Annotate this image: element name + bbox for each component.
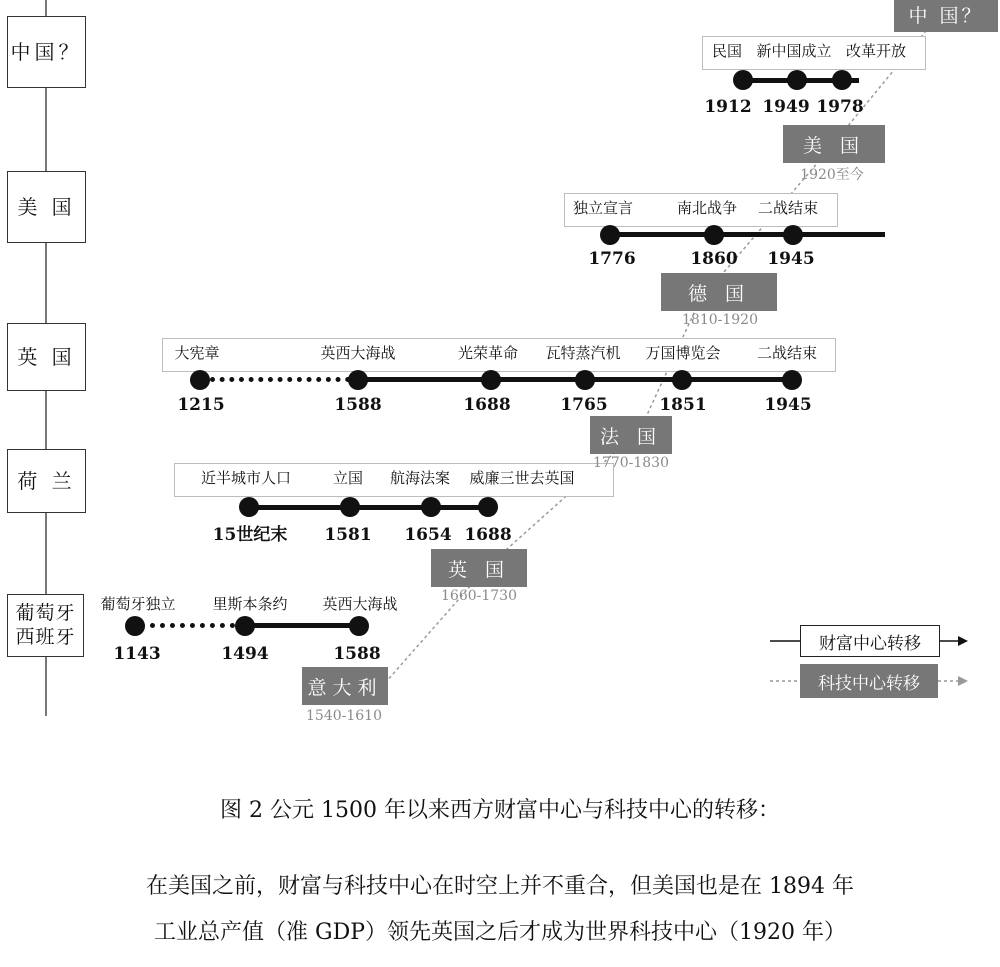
netherlands-event-year: 1581 [324,525,372,545]
china-event-year: 1978 [816,97,864,117]
uk-event-label: 二战结束 [756,344,818,362]
netherlands-event-label: 航海法案 [389,469,451,487]
figure-caption-line1: 在美国之前，财富与科技中心在时空上并不重合，但美国也是在 1894 年 [146,874,854,899]
uk-event-year: 1851 [659,395,707,415]
usa-event-year: 1776 [588,249,636,269]
uk-event-label: 大宪章 [174,344,220,362]
uk-event-label: 瓦特蒸汽机 [545,344,621,362]
china-event-label: 新中国成立 [756,42,832,60]
uk-event-year: 1765 [560,395,608,415]
tech-center-range: 1810-1920 [682,312,758,328]
uk-event-label: 万国博览会 [645,344,721,362]
netherlands-event-label: 近半城市人口 [200,469,292,487]
netherlands-event-label: 威廉三世去英国 [469,469,575,487]
netherlands-event-year: 15世纪末 [212,525,288,545]
china-event-label: 改革开放 [845,42,907,60]
uk-event-label: 光荣革命 [457,344,519,362]
iberia-event-year: 1143 [113,644,161,664]
usa-event-label: 独立宣言 [572,199,634,217]
usa-event-year: 1945 [767,249,815,269]
tech-center-usa: 美 国 [783,125,885,163]
usa-event-year: 1860 [690,249,738,269]
usa-event-label: 二战结束 [757,199,819,217]
tech-center-range: 1540-1610 [306,708,382,724]
uk-event-year: 1945 [764,395,812,415]
iberia-event-year: 1494 [221,644,269,664]
iberia-event-label: 葡萄牙独立 [100,595,176,613]
uk-event-label: 英西大海战 [320,344,396,362]
country-label-usa: 美 国 [7,171,86,243]
country-label-uk: 英 国 [7,323,86,391]
figure-caption-line2: 工业总产值（准 GDP）领先英国之后才成为世界科技中心（1920 年） [154,920,846,945]
tech-center-italy: 意大利 [302,667,388,705]
netherlands-event-year: 1654 [404,525,452,545]
china-event-year: 1912 [704,97,752,117]
tech-center-china: 中 国？ [894,0,998,32]
china-event-year: 1949 [762,97,810,117]
country-label-netherlands: 荷 兰 [7,449,86,513]
tech-center-uk: 英 国 [431,549,527,587]
usa-event-label: 南北战争 [676,199,738,217]
tech-center-range: 1920至今 [800,167,864,183]
legend-wealth-transfer: 财富中心转移 [800,625,940,657]
iberia-event-year: 1588 [333,644,381,664]
tech-center-range: 1770-1830 [593,455,669,471]
netherlands-event-year: 1688 [464,525,512,545]
uk-event-year: 1215 [177,395,225,415]
legend-tech-transfer: 科技中心转移 [800,664,938,698]
country-label-china: 中国？ [7,16,86,88]
tech-center-germany: 德 国 [661,273,777,311]
figure-caption-title: 图 2 公元 1500 年以来西方财富中心与科技中心的转移： [220,798,780,823]
uk-event-year: 1588 [334,395,382,415]
iberia-event-label: 英西大海战 [322,595,398,613]
country-label-iberia: 葡萄牙 西班牙 [7,594,84,657]
china-event-label: 民国 [711,42,743,60]
iberia-event-label: 里斯本条约 [212,595,288,613]
tech-center-france: 法 国 [590,416,672,454]
uk-event-year: 1688 [463,395,511,415]
tech-center-range: 1660-1730 [441,588,517,604]
netherlands-event-label: 立国 [332,469,364,487]
